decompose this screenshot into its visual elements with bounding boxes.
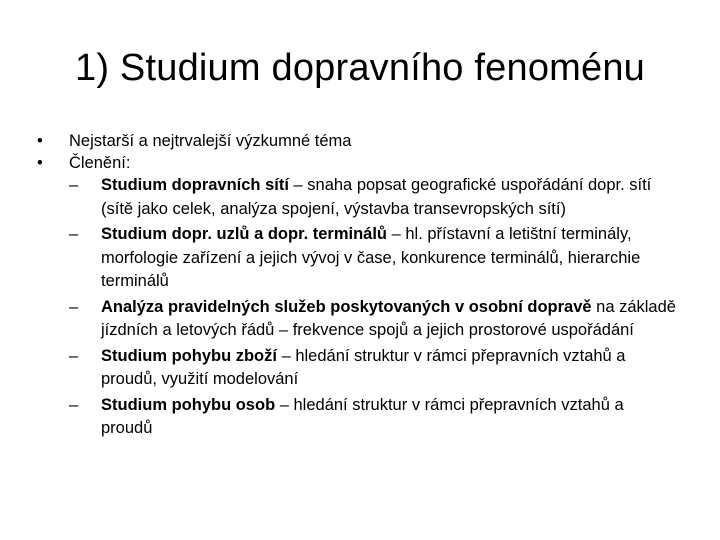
sub-item xyxy=(0,223,676,294)
sub-item-heading: Studium pohybu osob xyxy=(101,395,276,414)
sub-item-text: na základě jízdních a letových řádů – frekvence spojů a jejich prostorové uspořádání xyxy=(101,297,676,339)
sub-item-text: – hledání struktur v rámci přepravních vztahů a proudů xyxy=(101,395,624,437)
sub-item-heading: Studium dopr. uzlů a dopr. terminálů xyxy=(101,225,388,243)
dash-marker: – xyxy=(69,176,79,194)
bullet-item xyxy=(0,130,720,152)
slide-content xyxy=(0,130,720,443)
sub-item xyxy=(0,394,676,441)
dash-marker: – xyxy=(69,395,79,414)
bullet-marker: • xyxy=(37,154,43,172)
sub-item xyxy=(0,296,676,343)
bullet-text: Nejstarší a nejtrvalejší výzkumné téma xyxy=(69,132,352,150)
bullet-text: Členění: xyxy=(69,154,131,172)
bullet-marker: • xyxy=(37,132,43,150)
sub-item-heading: Studium dopravních sítí xyxy=(101,176,289,194)
sub-item-text: – snaha popsat geografické uspořádání dopr. sítí (sítě jako celek, analýza spojení, výstavba transevropských sítí) xyxy=(101,176,652,218)
sub-item xyxy=(0,174,676,221)
slide-title: 1) Studium dopravního fenoménu xyxy=(74,47,646,89)
sub-item-heading: Analýza pravidelných služeb poskytovaných v osobní dopravě xyxy=(101,297,592,316)
sub-item-text: – hledání struktur v rámci přepravních vztahů a proudů, využití modelování xyxy=(101,346,626,388)
dash-marker: – xyxy=(69,225,79,243)
dash-marker: – xyxy=(69,346,79,365)
dash-marker: – xyxy=(69,297,79,316)
sub-item xyxy=(0,345,676,392)
sub-item-heading: Studium pohybu zboží xyxy=(101,346,277,365)
sub-item-text: – hl. přístavní a letištní terminály, morfologie zařízení a jejich vývoj v čase, konkurence terminálů, hierarchie terminálů xyxy=(101,225,641,290)
bullet-item xyxy=(0,152,720,174)
